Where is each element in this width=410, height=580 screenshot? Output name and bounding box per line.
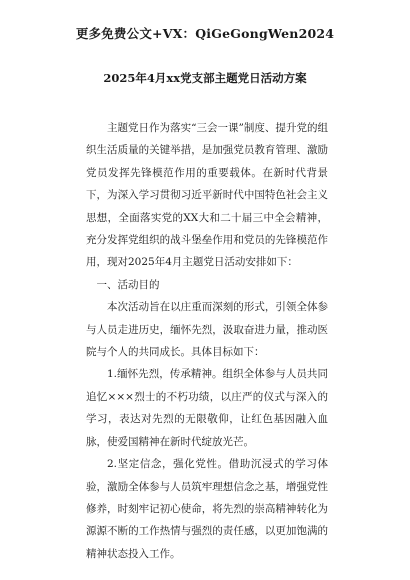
promo-banner: 更多免费公文+VX：QiGeGongWen2024: [75, 26, 335, 41]
document-title: 2025年4月xx党支部主题党日活动方案: [103, 71, 307, 85]
goal-item-1: 1.缅怀先烈，传承精神。组织全体参与人员共同追忆×××烈士的不朽功绩，以庄严的仪式与深入的学习，表达对先烈的无限敬仰，让红色基因融入血脉，使爱国精神在新时代绽放光芒。: [86, 368, 328, 448]
intro-paragraph: 主题党日作为落实“三会一课”制度、提升党的组织生活质量的关键举措，是加强党员教育管理、激励党员发挥先锋模范作用的重要载体。在新时代背景下，为深入学习贯彻习近平新时代中国特色社会主义思想，全面落实党的XX大和二十届三中全会精神，充分发挥党组织的战斗堡垒作用和党员的先锋模范作用，现对2025年4月主题党日活动安排如下：: [86, 122, 328, 269]
goal-item-2: 2.坚定信念，强化党性。借助沉浸式的学习体验，激励全体参与人员筑牢理想信念之基，增强党性修养，时刻牢记初心使命，将先烈的崇高精神转化为源源不断的工作热情与强烈的责任感，以更加饱满的精神状态投入工作。: [86, 458, 328, 560]
purpose-paragraph: 本次活动旨在以庄重而深刻的形式，引领全体参与人员走进历史，缅怀先烈，汲取奋进力量，推动医院与个人的共同成长。具体目标如下：: [86, 301, 328, 359]
section-heading-purpose: 一、活动目的: [96, 278, 160, 291]
document-body: [86, 117, 328, 565]
